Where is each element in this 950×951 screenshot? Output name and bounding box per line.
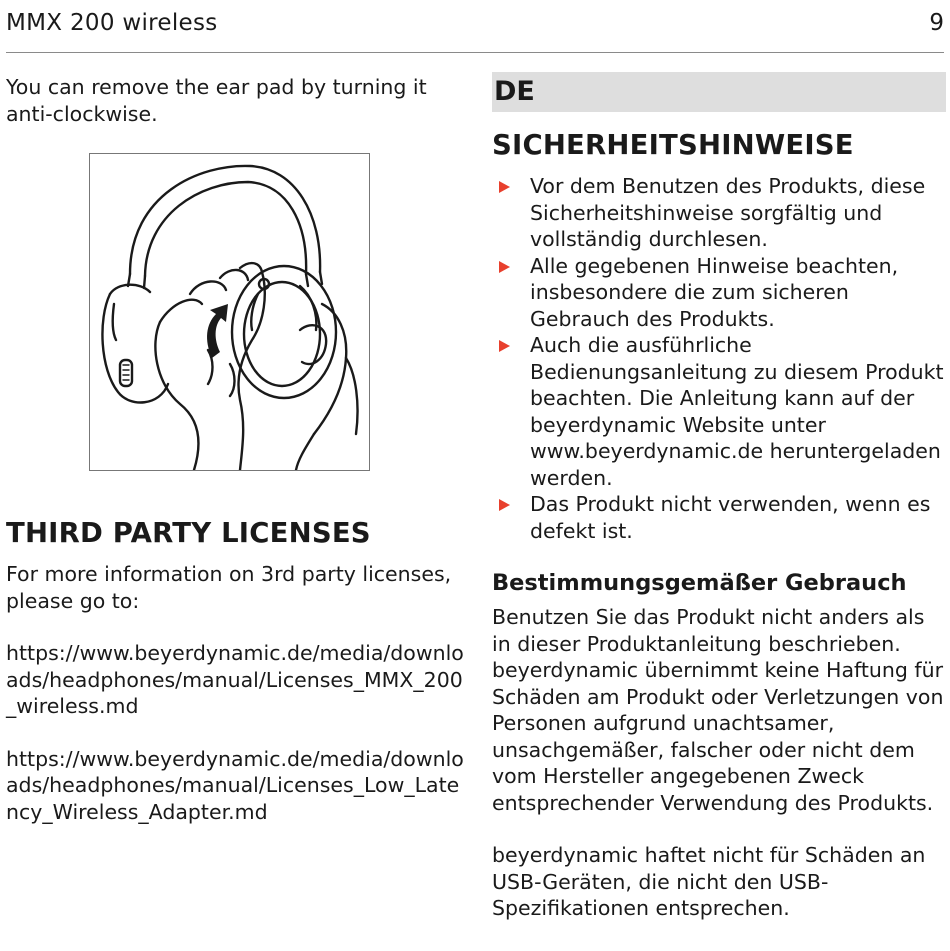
page-number: 9 <box>929 10 944 36</box>
licenses-intro: For more information on 3rd party licenses, please go to: <box>6 562 452 613</box>
license-link-mmx[interactable]: https://www.beyerdynamic.de/media/downloads/headphones/manual/Licenses_MMX_200_wireless.md <box>6 641 464 718</box>
arrow-bullet-icon <box>499 340 510 352</box>
arrow-bullet-icon <box>499 261 510 273</box>
language-label: DE <box>492 72 946 112</box>
safety-heading: SICHERHEITSHINWEISE <box>492 129 854 161</box>
ear-pad-instruction: You can remove the ear pad by turning it anti-clockwise. <box>6 75 427 126</box>
third-party-licenses-heading: THIRD PARTY LICENSES <box>6 517 371 549</box>
list-item-text: Auch die ausführliche Bedienungsanleitung zu diesem Produkt beachten. Die Anleitung kann auf der beyerdynamic Website unter www.beyerdynamic.de heruntergeladen werden. <box>530 333 944 490</box>
left-column <box>6 74 466 825</box>
list-item <box>492 332 946 491</box>
ear-pad-removal-figure <box>89 153 370 471</box>
safety-list <box>492 173 946 544</box>
list-item-text: Das Produkt nicht verwenden, wenn es defekt ist. <box>530 492 931 543</box>
document-title: MMX 200 wireless <box>6 10 218 36</box>
usb-liability-paragraph: beyerdynamic haftet nicht für Schäden an USB-Geräten, die nicht den USB-Spezifikationen entsprechen. <box>492 843 926 920</box>
list-item-text: Alle gegebenen Hinweise beachten, insbesondere die zum sicheren Gebrauch des Produkts. <box>530 253 899 331</box>
license-link-adapter[interactable]: https://www.beyerdynamic.de/media/downloads/headphones/manual/Licenses_Low_Latency_Wireless_Adapter.md <box>6 746 464 824</box>
header-divider <box>6 52 944 53</box>
right-column <box>492 72 946 922</box>
arrow-bullet-icon <box>499 181 510 193</box>
list-item <box>492 173 946 253</box>
headphones-ear-pad-removal-illustration <box>90 154 369 470</box>
intended-use-paragraph: Benutzen Sie das Produkt nicht anders als in dieser Produktanleitung beschrieben. beyerdynamic übernimmt keine Haftung für Schäden am Produkt oder Verletzungen von Personen aufgrund unachtsamer, unsachgemäßer, falscher oder nicht dem vom Hersteller angegebenen Zweck entsprechender Verwendung des Produkts. <box>492 605 944 815</box>
arrow-bullet-icon <box>499 499 510 511</box>
list-item <box>492 491 946 544</box>
intended-use-heading: Bestimmungsgemäßer Gebrauch <box>492 570 907 596</box>
list-item-text: Vor dem Benutzen des Produkts, diese Sicherheitshinweise sorgfältig und vollständig durchlesen. <box>530 174 926 251</box>
page-header <box>6 8 944 42</box>
list-item <box>492 253 946 333</box>
